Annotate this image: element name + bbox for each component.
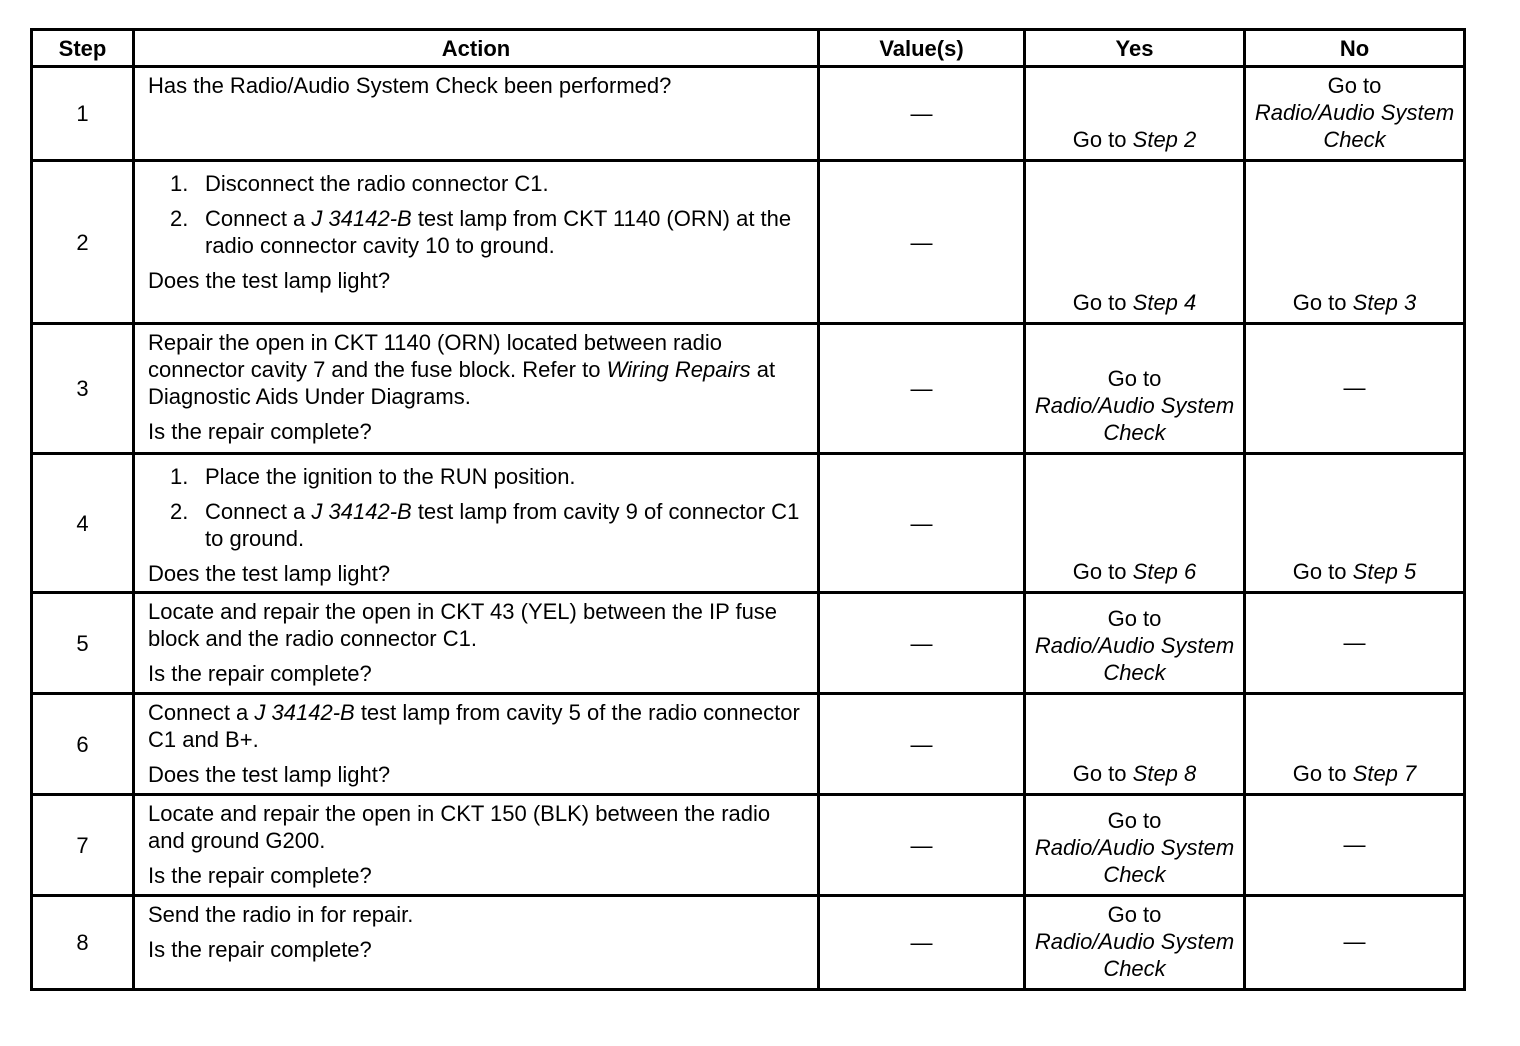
header-yes: Yes <box>1025 30 1245 67</box>
action-step-text: Place the ignition to the RUN position. <box>205 464 576 489</box>
action-text: Connect a J 34142-B test lamp from cavity 5 of the radio connector C1 and B+. <box>148 700 800 752</box>
table-row <box>32 324 1465 454</box>
yes-goto-text: Go to <box>1072 127 1127 152</box>
no-goto-text: Go to <box>1292 559 1347 584</box>
step-number: 6 <box>32 694 134 795</box>
yes-goto-text: Go to <box>1072 559 1127 584</box>
yes-cell <box>1025 795 1245 896</box>
reference-term: J 34142-B <box>311 206 412 231</box>
no-dash: — <box>1343 831 1366 857</box>
no-procedure-link[interactable]: Radio/Audio System Check <box>1254 100 1455 152</box>
action-question: Does the test lamp light? <box>148 268 391 293</box>
action-step-item <box>148 463 809 490</box>
table-header-row <box>32 30 1465 67</box>
action-text: Locate and repair the open in CKT 43 (YEL) between the IP fuse block and the radio connector C1. <box>148 599 778 651</box>
yes-goto-text: Go to <box>1107 808 1162 833</box>
yes-procedure-link[interactable]: Radio/Audio System Check <box>1034 929 1235 981</box>
yes-cell <box>1025 694 1245 795</box>
no-goto-text: Go to <box>1292 761 1347 786</box>
no-step-link[interactable]: Step 7 <box>1352 761 1417 786</box>
action-text: Send the radio in for repair. <box>148 902 414 927</box>
action-step-text: Connect a J 34142-B test lamp from cavity 9 of connector C1 to ground. <box>205 499 800 551</box>
yes-cell <box>1025 896 1245 990</box>
yes-procedure-link[interactable]: Radio/Audio System Check <box>1034 393 1235 445</box>
action-step-text: Disconnect the radio connector C1. <box>205 171 549 196</box>
table-row <box>32 593 1465 694</box>
value-cell: — <box>819 694 1025 795</box>
action-question: Is the repair complete? <box>148 419 372 444</box>
action-step-item <box>148 498 809 552</box>
action-cell <box>134 454 819 593</box>
action-text: Locate and repair the open in CKT 150 (BLK) between the radio and ground G200. <box>148 801 771 853</box>
table-row <box>32 161 1465 324</box>
action-text: Has the Radio/Audio System Check been performed? <box>148 73 672 98</box>
action-step-item <box>148 170 809 197</box>
no-step-link[interactable]: Step 3 <box>1352 290 1417 315</box>
yes-procedure-link[interactable]: Radio/Audio System Check <box>1034 633 1235 685</box>
yes-goto-text: Go to <box>1107 902 1162 927</box>
no-cell <box>1245 161 1465 324</box>
yes-cell <box>1025 454 1245 593</box>
step-number: 8 <box>32 896 134 990</box>
value-cell: — <box>819 161 1025 324</box>
no-cell <box>1245 896 1465 990</box>
no-cell <box>1245 67 1465 161</box>
no-cell <box>1245 795 1465 896</box>
action-question: Is the repair complete? <box>148 661 372 686</box>
step-number: 1 <box>32 67 134 161</box>
reference-term: Wiring Repairs <box>606 357 751 382</box>
action-steps-list <box>148 170 809 259</box>
yes-procedure-link[interactable]: Radio/Audio System Check <box>1034 835 1235 887</box>
table-body <box>32 67 1465 990</box>
step-number: 2 <box>32 161 134 324</box>
action-step-number: 2. <box>170 499 189 524</box>
action-step-text: Connect a J 34142-B test lamp from CKT 1140 (ORN) at the radio connector cavity 10 to ground. <box>205 206 792 258</box>
header-values: Value(s) <box>819 30 1025 67</box>
reference-term: J 34142-B <box>254 700 355 725</box>
yes-goto-text: Go to <box>1072 761 1127 786</box>
yes-cell <box>1025 161 1245 324</box>
action-question: Is the repair complete? <box>148 863 372 888</box>
step-number: 7 <box>32 795 134 896</box>
no-goto-text: Go to <box>1327 73 1382 98</box>
action-step-item <box>148 205 809 259</box>
value-cell: — <box>819 67 1025 161</box>
step-number: 5 <box>32 593 134 694</box>
no-dash: — <box>1343 929 1366 954</box>
no-cell <box>1245 324 1465 454</box>
no-cell <box>1245 454 1465 593</box>
action-question: Does the test lamp light? <box>148 762 391 787</box>
action-step-number: 1. <box>170 464 189 489</box>
table-row <box>32 694 1465 795</box>
action-steps-list <box>148 463 809 552</box>
value-cell: — <box>819 795 1025 896</box>
value-cell: — <box>819 324 1025 454</box>
no-step-link[interactable]: Step 5 <box>1352 559 1417 584</box>
action-cell <box>134 67 819 161</box>
table-row <box>32 896 1465 990</box>
yes-goto-text: Go to <box>1107 366 1162 391</box>
no-dash: — <box>1343 629 1366 655</box>
yes-goto-text: Go to <box>1107 606 1162 631</box>
action-question: Is the repair complete? <box>148 937 372 962</box>
value-cell: — <box>819 896 1025 990</box>
yes-cell <box>1025 324 1245 454</box>
header-action: Action <box>134 30 819 67</box>
step-number: 4 <box>32 454 134 593</box>
reference-term: J 34142-B <box>311 499 412 524</box>
header-no: No <box>1245 30 1465 67</box>
yes-step-link[interactable]: Step 8 <box>1132 761 1197 786</box>
action-cell <box>134 593 819 694</box>
action-text: Repair the open in CKT 1140 (ORN) located between radio connector cavity 7 and the fuse block. Refer to Wiring Repairs at Diagnostic Aids Under Diagrams. <box>148 330 776 409</box>
no-goto-text: Go to <box>1292 290 1347 315</box>
action-question: Does the test lamp light? <box>148 561 391 586</box>
diagnostic-table-container <box>30 28 1463 991</box>
yes-step-link[interactable]: Step 6 <box>1132 559 1197 584</box>
diagnostic-table <box>30 28 1466 991</box>
action-step-number: 1. <box>170 171 189 196</box>
no-cell <box>1245 694 1465 795</box>
action-cell <box>134 324 819 454</box>
value-cell: — <box>819 593 1025 694</box>
action-cell <box>134 694 819 795</box>
header-step: Step <box>32 30 134 67</box>
action-cell <box>134 161 819 324</box>
action-cell <box>134 896 819 990</box>
no-dash: — <box>1343 375 1366 400</box>
value-cell: — <box>819 454 1025 593</box>
table-row <box>32 454 1465 593</box>
action-step-number: 2. <box>170 206 189 231</box>
action-cell <box>134 795 819 896</box>
no-cell <box>1245 593 1465 694</box>
yes-step-link[interactable]: Step 4 <box>1132 290 1197 315</box>
yes-cell <box>1025 593 1245 694</box>
table-row <box>32 795 1465 896</box>
yes-goto-text: Go to <box>1072 290 1127 315</box>
table-row <box>32 67 1465 161</box>
yes-step-link[interactable]: Step 2 <box>1132 127 1197 152</box>
step-number: 3 <box>32 324 134 454</box>
yes-cell <box>1025 67 1245 161</box>
